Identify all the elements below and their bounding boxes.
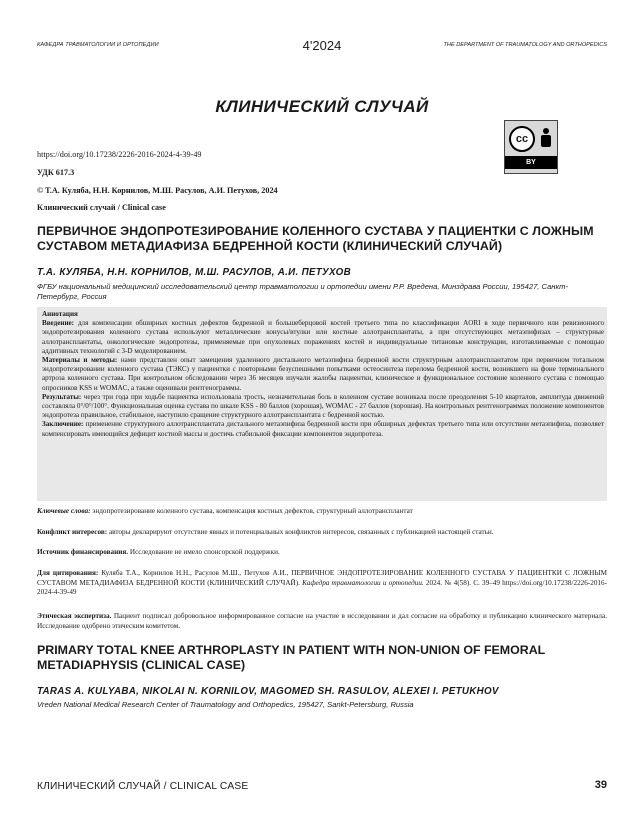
ethics: Этическая экспертиза. Пациент подписал добровольное информированное согласие на участие в исследовании и дал согласие на обработку и публикацию клинического материала. Исследование одобрено этическим комитетом. [37, 612, 608, 630]
doi-link[interactable]: https://doi.org/10.17238/2226-2016-2024-4-39-49 [37, 150, 202, 159]
abstract-intro: Введение: для компенсации обширных костных дефектов бедренной и большеберцовой костей третьего типа по классификации AORI в ходе первичного или ревизионного эндопротезирования коленного сустава используют металлические конусы/втулки или костные аллотрансплантаты, а при отсутствующих метаэпифизах – структурные аллотрансплантаты, онкологические эндопротезы, применяемые при опухолевых поражениях костей и индивидуальные титановые конструкции, изготавливаемые с помощью аддитивных технологий с 3-D моделированием. [42, 319, 604, 355]
abstract-methods: Материалы и методы: нами представлен опыт замещения удаленного дистального метаэпифиза бедренной кости структурным аллотрансплантатом при первичном тотальном эндопротезировании коленного сустава (ТЭКС) у пациентки с повторными безуспешными попытками остеосинтеза перелома бедренной кости, возникшего на фоне терминального артроза коленного сустава. При контрольном обследовании через 36 месяцев изучали жалобы пациентки, клиническое и функциональное состояние коленного сустава с помощью опросников KSS и WOMAC, а также оценивали рентгенограммы. [42, 356, 604, 392]
conflict-of-interest: Конфликт интересов: авторы декларируют отсутствие явных и потенциальных конфликтов интересов, связанных с публикацией настоящей статьи. [37, 528, 494, 536]
case-type: Клинический случай / Clinical case [37, 203, 166, 212]
abstract-heading: Аннотация [42, 310, 78, 318]
license-by-label: BY [505, 156, 557, 169]
attribution-icon [537, 127, 555, 151]
header-right: THE DEPARTMENT OF TRAUMATOLOGY AND ORTHOPEDICS [443, 42, 607, 48]
funding: Источник финансирования. Исследование не имело спонсорской поддержки. [37, 548, 280, 556]
abstract-box [37, 307, 607, 501]
authors-en: TARAS A. KULYABA, NIKOLAI N. KORNILOV, MAGOMED SH. RASULOV, ALEXEI I. PETUKHOV [37, 686, 499, 697]
cc-icon: cc [509, 126, 535, 152]
article-title-ru: ПЕРВИЧНОЕ ЭНДОПРОТЕЗИРОВАНИЕ КОЛЕННОГО СУСТАВА У ПАЦИЕНТКИ С ЛОЖНЫМ СУСТАВОМ МЕТАДИАФИЗА БЕДРЕННОЙ КОСТИ (КЛИНИЧЕСКИЙ СЛУЧАЙ) [37, 224, 594, 253]
running-header [37, 38, 607, 54]
keywords: Ключевые слова: эндопротезирование коленного сустава, компенсация костных дефектов, структурный аллотрансплантат [37, 507, 413, 515]
affiliation-ru: ФГБУ национальный медицинский исследовательский центр травматологии и ортопедии имени Р.Р. Вредена, Минздрава России, 195427, Санкт-Петербург, Россия [37, 282, 569, 301]
affiliation-en: Vreden National Medical Research Center of Traumatology and Orthopedics, 195427, Sankt-Petersburg, Russia [37, 700, 414, 709]
copyright: © Т.А. Куляба, Н.Н. Корнилов, М.Ш. Расулов, А.И. Петухов, 2024 [37, 186, 278, 195]
abstract-conclusion: Заключение: применение структурного аллотрансплантата дистального метаэпифиза бедренной кости при обширных дефектах третьего типа или отсутствии метаэпифиза, позволяет компенсировать имеющийся дефицит костной массы и достичь стабильной фиксации компонентов эндопротеза. [42, 420, 604, 438]
section-title: КЛИНИЧЕСКИЙ СЛУЧАЙ [215, 97, 429, 116]
cc-by-license-badge [504, 120, 558, 174]
abstract-results: Результаты: через три года при ходьбе пациентка использовала трость, незначительная боль в коленном суставе возникала после преодоления 5-10 кварталов, амплитуда движений составляла 0°/0°/100°. Функциональная оценка сустава по шкале KSS - 80 баллов (хорошая), WOMAC - 27 баллов (хорошая). На контрольных рентгенограммах положение компонентов эндопротеза правильное, стабильное, наступило сращение структурного аллотрансплантата с бедренной костью. [42, 392, 604, 420]
citation: Для цитирования: Куляба Т.А., Корнилов Н.Н., Расулов М.Ш., Петухов А.И., ПЕРВИЧНОЕ ЭНДОПРОТЕЗИРОВАНИЕ КОЛЕННОГО СУСТАВА У ПАЦИЕНТКИ С ЛОЖНЫМ СУСТАВОМ МЕТАДИАФИЗА БЕДРЕННОЙ КОСТИ (КЛИНИЧЕСКИЙ СЛУЧАЙ). Кафедра травматологии и ортопедии. 2024. № 4(58). С. 39–49 https://doi.org/10.17238/2226-2016-2024-4-39-49 [37, 569, 608, 597]
authors-ru: Т.А. КУЛЯБА, Н.Н. КОРНИЛОВ, М.Ш. РАСУЛОВ, А.И. ПЕТУХОВ [37, 267, 351, 278]
udk: УДК 617.3 [37, 168, 75, 177]
issue-number: 4'2024 [302, 38, 342, 53]
page-number: 39 [594, 779, 607, 791]
article-title-en: PRIMARY TOTAL KNEE ARTHROPLASTY IN PATIENT WITH NON-UNION OF FEMORAL METADIAPHYSIS (CLINICAL CASE) [37, 643, 546, 672]
footer-section: КЛИНИЧЕСКИЙ СЛУЧАЙ / CLINICAL CASE [37, 781, 249, 792]
header-left: КАФЕДРА ТРАВМАТОЛОГИИ И ОРТОПЕДИИ [37, 42, 159, 48]
